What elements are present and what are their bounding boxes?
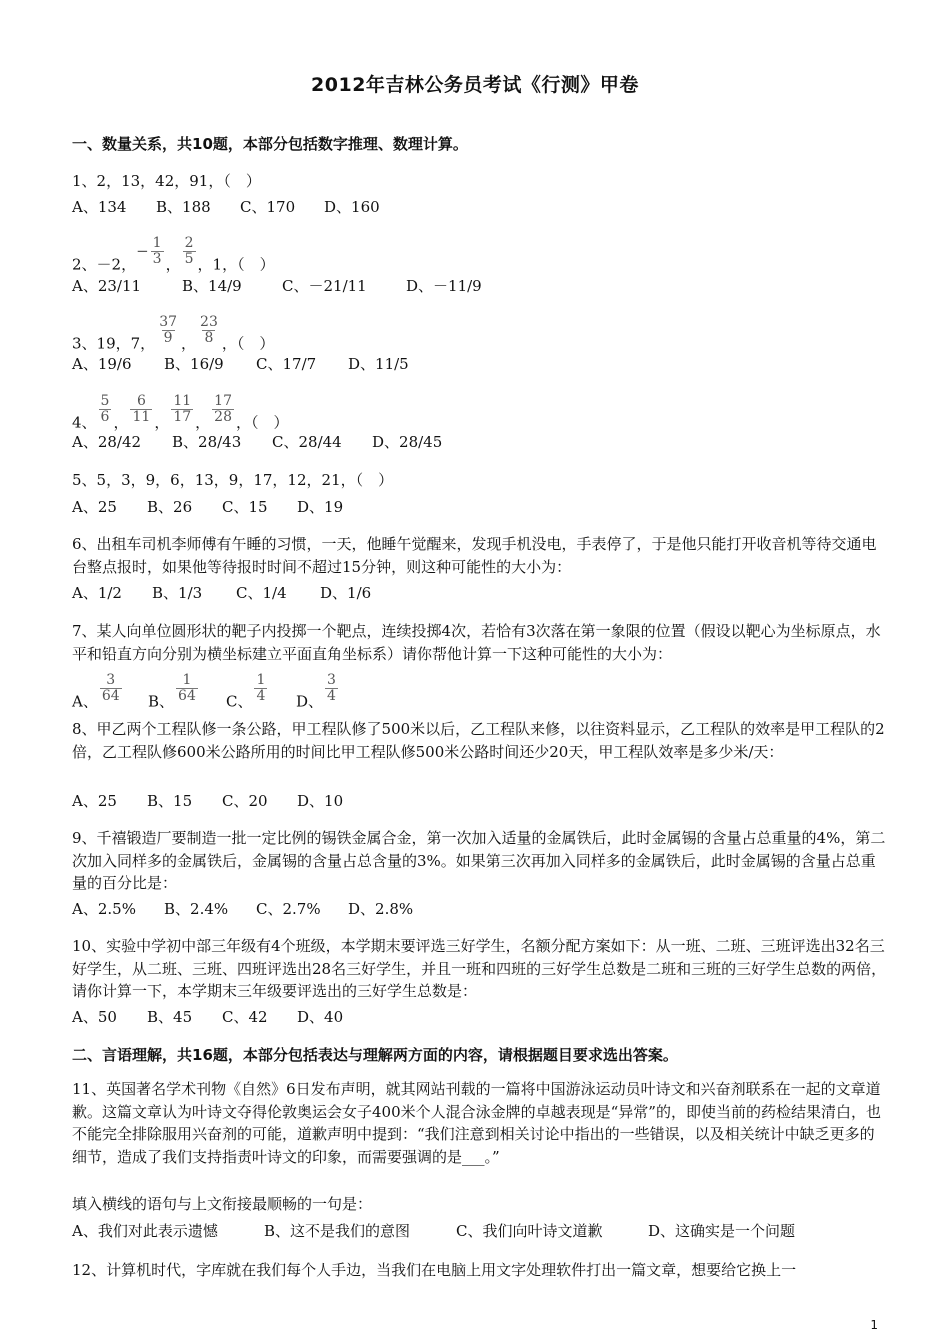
option-c: C、2.7% [256,900,321,918]
fraction-numerator: 6 [136,393,146,409]
option-a [72,672,148,718]
option-b: B、2.4% [164,900,229,918]
question-11-prompt: 填入横线的语句与上文衔接最顺畅的一句是： [72,1195,373,1213]
option-b: B、这不是我们的意图 [264,1222,411,1240]
question-3-stem: 3、19，7， $\frac{37}{9}$ ， $\frac{23}{8}$ ，（ ） [72,314,275,353]
option-label: A、 [72,692,98,711]
question-3-suffix: ，（ ） [221,334,275,353]
option-d: D、－11/9 [406,277,482,295]
fraction-numerator: 5 [100,393,110,409]
question-3-prefix: 3、19，7， [72,334,156,353]
option-b: B、14/9 [182,277,242,295]
question-1-stem: 1、2，13，42，91，（ ） [72,172,261,190]
option-a: A、25 [72,792,117,810]
option-c: C、20 [222,792,268,810]
fraction [198,315,220,346]
question-10-stem: 10、实验中学初中部三年级有4个班级，本学期末要评选三好学生，名额分配方案如下：从一班、二班、三班评选出32名三好学生，从二班、三班、四班评选出28名三好学生，并且一班和四班的三好学生总数是二班和三班的三好学生总数的两倍，请你计算一下，本学期末三年级要评选出的三好学生总数是： [72,937,887,1000]
question-6-stem: 6、出租车司机李师傅有午睡的习惯，一天，他睡午觉醒来，发现手机没电，手表停了，于是他只能打开收音机等待交通电台整点报时，如果他等待报时时间不超过15分钟，则这种可能性的大小为： [72,535,877,576]
fraction [157,315,179,346]
fraction-numerator: 3 [327,672,336,688]
fraction-denominator: 4 [256,688,266,704]
option-d: D、19 [297,498,344,516]
option-d: D、这确实是一个问题 [648,1222,796,1240]
option-b: B、16/9 [164,355,224,373]
option-label: B、 [148,692,175,711]
section-heading-verbal: 二、言语理解，共16题，本部分包括表达与理解两方面的内容，请根据题目要求选出答案。 [72,1046,678,1064]
fraction-denominator: 3 [152,251,162,267]
option-a: A、28/42 [72,433,142,451]
option-a: A、25 [72,498,117,516]
option-b: B、188 [156,198,211,216]
option-a: A、1/2 [72,584,122,602]
fraction-numerator: 1 [182,672,192,688]
option-d: D、1/6 [320,584,372,602]
fraction-denominator: 17 [173,409,192,425]
fraction-denominator: 9 [163,330,173,346]
option-b: B、15 [147,792,193,810]
fraction-denominator: 4 [327,688,336,704]
question-2-suffix: ，1，（ ） [197,255,275,274]
page-number: 1 [870,1318,878,1332]
question-4-options [72,432,887,452]
question-11-options [72,1221,887,1241]
fraction [325,673,338,704]
fraction-denominator: 8 [204,330,214,346]
question-11-stem: 11、英国著名学术刊物《自然》6日发布声明，就其网站刊载的一篇将中国游泳运动员叶诗文和兴奋剂联系在一起的文章道歉。这篇文章认为叶诗文夺得伦敦奥运会女子400米个人混合泳金牌的卓越表现是“异常”的，即使当前的药检结果清白，也不能完全排除服用兴奋剂的可能，道歉声明中提到：“我们注意到相关讨论中指出的一些错误，以及相关统计中缺乏更多的细节，造成了我们支持指责叶诗文的印象，而需要强调的是___。” [72,1080,881,1166]
option-c: C、17/7 [256,355,317,373]
question-7-stem: 7、某人向单位圆形状的靶子内投掷一个靶点，连续投掷4次，若恰有3次落在第一象限的位置（假设以靶心为坐标原点，水平和铅直方向分别为横坐标建立平面直角坐标系）请你帮他计算一下这种可能性的大小为： [72,622,881,663]
fraction-numerator: 3 [106,672,116,688]
option-b: B、28/43 [172,433,242,451]
option-a: A、2.5% [72,900,136,918]
option-d: D、10 [297,792,344,810]
option-c: C、170 [240,198,296,216]
question-8-stem: 8、甲乙两个工程队修一条公路，甲工程队修了500米以后，乙工程队来修，以往资料显示，乙工程队的效率是甲工程队的2倍，乙工程队修600米公路所用的时间比甲工程队修500米公路时间还少20天，甲工程队效率是多少米/天： [72,720,885,761]
question-9-stem: 9、千禧锻造厂要制造一批一定比例的锡铁金属合金，第一次加入适量的金属铁后，此时金属锡的含量占总重量的4%，第二次加入同样多的金属铁后，金属锡的含量占总含量的3%。如果第三次再加入同样多的金属铁后，此时金属锡的含量占总重量的百分比是： [72,829,886,892]
section-heading-quantitative: 一、数量关系，共10题，本部分包括数字推理、数理计算。 [72,135,468,153]
option-d: D、11/5 [348,355,409,373]
fraction [171,394,193,425]
fraction [212,394,234,425]
option-a: A、50 [72,1008,117,1026]
question-12-stem: 12、计算机时代，字库就在我们每个人手边，当我们在电脑上用文字处理软件打出一篇文章，想要给它换上一 [72,1261,797,1279]
fraction-numerator: 17 [214,393,232,409]
option-label: C、 [226,692,253,711]
question-3-options [72,354,887,374]
option-a: A、19/6 [72,355,132,373]
question-5-options [72,497,887,517]
option-d: D、2.8% [348,900,414,918]
option-c: C、42 [222,1008,268,1026]
option-a: A、134 [72,198,127,216]
document-title: 2012年吉林公务员考试《行测》甲卷 [311,74,639,96]
option-c: C、我们向叶诗文道歉 [456,1222,603,1240]
fraction-numerator: 1 [256,672,266,688]
option-b [148,672,226,718]
fraction-numerator: 11 [173,393,192,409]
minus-sign: − [136,241,149,260]
fraction-denominator: 64 [178,688,196,704]
fraction-denominator: 28 [214,409,232,425]
fraction [99,394,112,425]
question-4-stem: 4、 $\frac{5}{6}$ ， $\frac{6}{11}$ ， $\frac{11}{17}$ ， $\frac{17}{28}$ ，（ ） [72,393,289,432]
option-c: C、1/4 [236,584,287,602]
fraction-numerator: 37 [159,314,178,330]
option-b: B、45 [147,1008,193,1026]
option-d: D、40 [297,1008,344,1026]
fraction [151,236,164,267]
question-8-options [72,791,887,811]
option-d: D、160 [324,198,380,216]
question-10-options [72,1007,887,1027]
option-c [226,672,296,718]
fraction [254,673,267,704]
question-2-prefix: 2、－2， [72,255,137,274]
question-7-options [72,672,887,718]
fraction-denominator: 64 [101,688,120,704]
fraction-denominator: 5 [184,251,194,267]
question-5-stem: 5、5，3，9，6，13，9，17，12，21，（ ） [72,471,394,489]
fraction-numerator: 1 [152,235,162,251]
option-b: B、1/3 [152,584,203,602]
fraction [176,673,198,704]
option-d [296,672,340,718]
fraction [100,673,122,704]
fraction [130,394,152,425]
option-label: D、 [296,692,324,711]
question-1-options [72,197,887,217]
option-b: B、26 [147,498,193,516]
option-c: C、15 [222,498,268,516]
fraction-numerator: 2 [184,235,194,251]
option-d: D、28/45 [372,433,443,451]
option-a: A、23/11 [72,277,142,295]
question-9-options [72,899,887,919]
fraction-denominator: 11 [132,409,151,425]
question-6-options [72,583,887,603]
option-c: C、－21/11 [282,277,367,295]
option-a: A、我们对此表示遗憾 [72,1222,218,1240]
fraction-numerator: 23 [200,314,218,330]
fraction-denominator: 6 [100,409,110,425]
question-2-options [72,276,887,296]
question-4-prefix: 4、 [72,413,97,432]
question-4-suffix: ，（ ） [236,413,289,432]
option-c: C、28/44 [272,433,342,451]
question-2-stem: 2、－2，− $\frac{1}{3}$ ， $\frac{2}{5}$ ，1，（ ） [72,235,275,274]
fraction [183,236,196,267]
